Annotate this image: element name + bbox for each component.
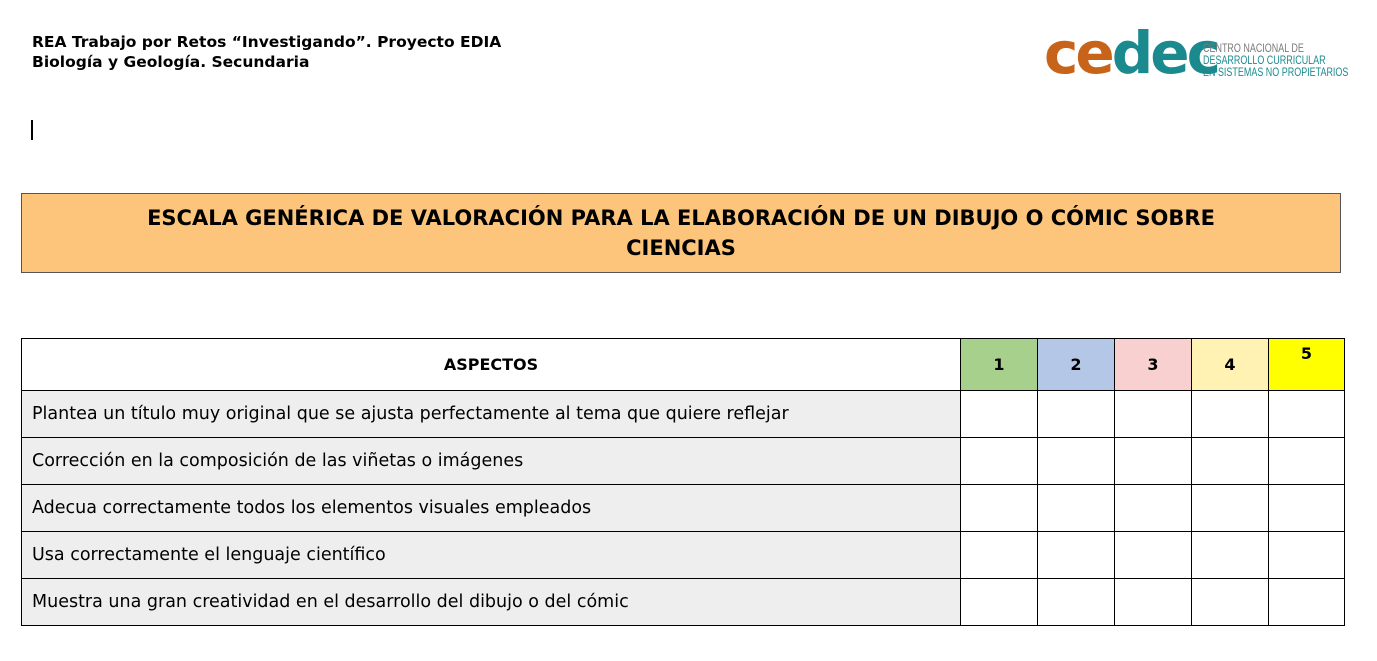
aspect-cell: Plantea un título muy original que se ajusta perfectamente al tema que quiere reflejar bbox=[22, 391, 961, 438]
score-cell[interactable] bbox=[1038, 438, 1115, 485]
score-header-1: 1 bbox=[961, 339, 1038, 391]
table-row bbox=[22, 485, 1345, 532]
score-cell[interactable] bbox=[1038, 579, 1115, 626]
score-cell[interactable] bbox=[961, 579, 1038, 626]
logo-sub-line-2: DESARROLLO CURRICULAR bbox=[1203, 55, 1326, 67]
score-cell[interactable] bbox=[1115, 438, 1192, 485]
logo-sub-line-3: EN SISTEMAS NO PROPIETARIOS bbox=[1203, 67, 1349, 79]
score-cell[interactable] bbox=[1115, 532, 1192, 579]
table-row bbox=[22, 438, 1345, 485]
text-cursor[interactable] bbox=[31, 120, 33, 140]
score-cell[interactable] bbox=[1038, 391, 1115, 438]
score-cell[interactable] bbox=[1269, 579, 1345, 626]
score-cell[interactable] bbox=[1269, 485, 1345, 532]
logo-wordmark bbox=[1044, 19, 1218, 87]
score-cell[interactable] bbox=[1192, 438, 1269, 485]
header-line-1: REA Trabajo por Retos “Investigando”. Proyecto EDIA bbox=[32, 33, 502, 51]
cedec-logo bbox=[1044, 19, 1377, 90]
aspect-cell: Muestra una gran creatividad en el desarrollo del dibujo o del cómic bbox=[22, 579, 961, 626]
score-cell[interactable] bbox=[1038, 532, 1115, 579]
document-header bbox=[32, 32, 501, 72]
score-cell[interactable] bbox=[1115, 485, 1192, 532]
score-header-3: 3 bbox=[1115, 339, 1192, 391]
score-cell[interactable] bbox=[1038, 485, 1115, 532]
score-cell[interactable] bbox=[1192, 391, 1269, 438]
aspect-cell: Adecua correctamente todos los elementos visuales empleados bbox=[22, 485, 961, 532]
aspect-cell: Usa correctamente el lenguaje científico bbox=[22, 532, 961, 579]
table-row bbox=[22, 579, 1345, 626]
page-title: ESCALA GENÉRICA DE VALORACIÓN PARA LA ELABORACIÓN DE UN DIBUJO O CÓMIC SOBRE CIENCIAS bbox=[147, 206, 1215, 260]
rubric-table bbox=[21, 338, 1345, 626]
header-line-2: Biología y Geología. Secundaria bbox=[32, 53, 310, 71]
logo-subtitle bbox=[1203, 43, 1348, 79]
score-cell[interactable] bbox=[961, 532, 1038, 579]
table-row bbox=[22, 532, 1345, 579]
score-header-2: 2 bbox=[1038, 339, 1115, 391]
score-cell[interactable] bbox=[961, 438, 1038, 485]
score-cell[interactable] bbox=[1192, 485, 1269, 532]
table-row bbox=[22, 391, 1345, 438]
score-cell[interactable] bbox=[1269, 438, 1345, 485]
table-header-row bbox=[22, 339, 1345, 391]
title-banner bbox=[21, 193, 1341, 273]
logo-word-dec: dec bbox=[1111, 19, 1218, 87]
score-cell[interactable] bbox=[961, 391, 1038, 438]
score-cell[interactable] bbox=[1269, 391, 1345, 438]
score-header-4: 4 bbox=[1192, 339, 1269, 391]
score-header-5: 5 bbox=[1269, 339, 1345, 391]
score-cell[interactable] bbox=[1269, 532, 1345, 579]
score-cell[interactable] bbox=[1115, 579, 1192, 626]
logo-sub-line-1: CENTRO NACIONAL DE bbox=[1203, 43, 1304, 55]
score-cell[interactable] bbox=[1115, 391, 1192, 438]
aspect-cell: Corrección en la composición de las viñetas o imágenes bbox=[22, 438, 961, 485]
score-cell[interactable] bbox=[1192, 532, 1269, 579]
score-cell[interactable] bbox=[1192, 579, 1269, 626]
aspect-column-header: ASPECTOS bbox=[22, 339, 961, 391]
logo-word-ce: ce bbox=[1044, 19, 1112, 87]
score-cell[interactable] bbox=[961, 485, 1038, 532]
